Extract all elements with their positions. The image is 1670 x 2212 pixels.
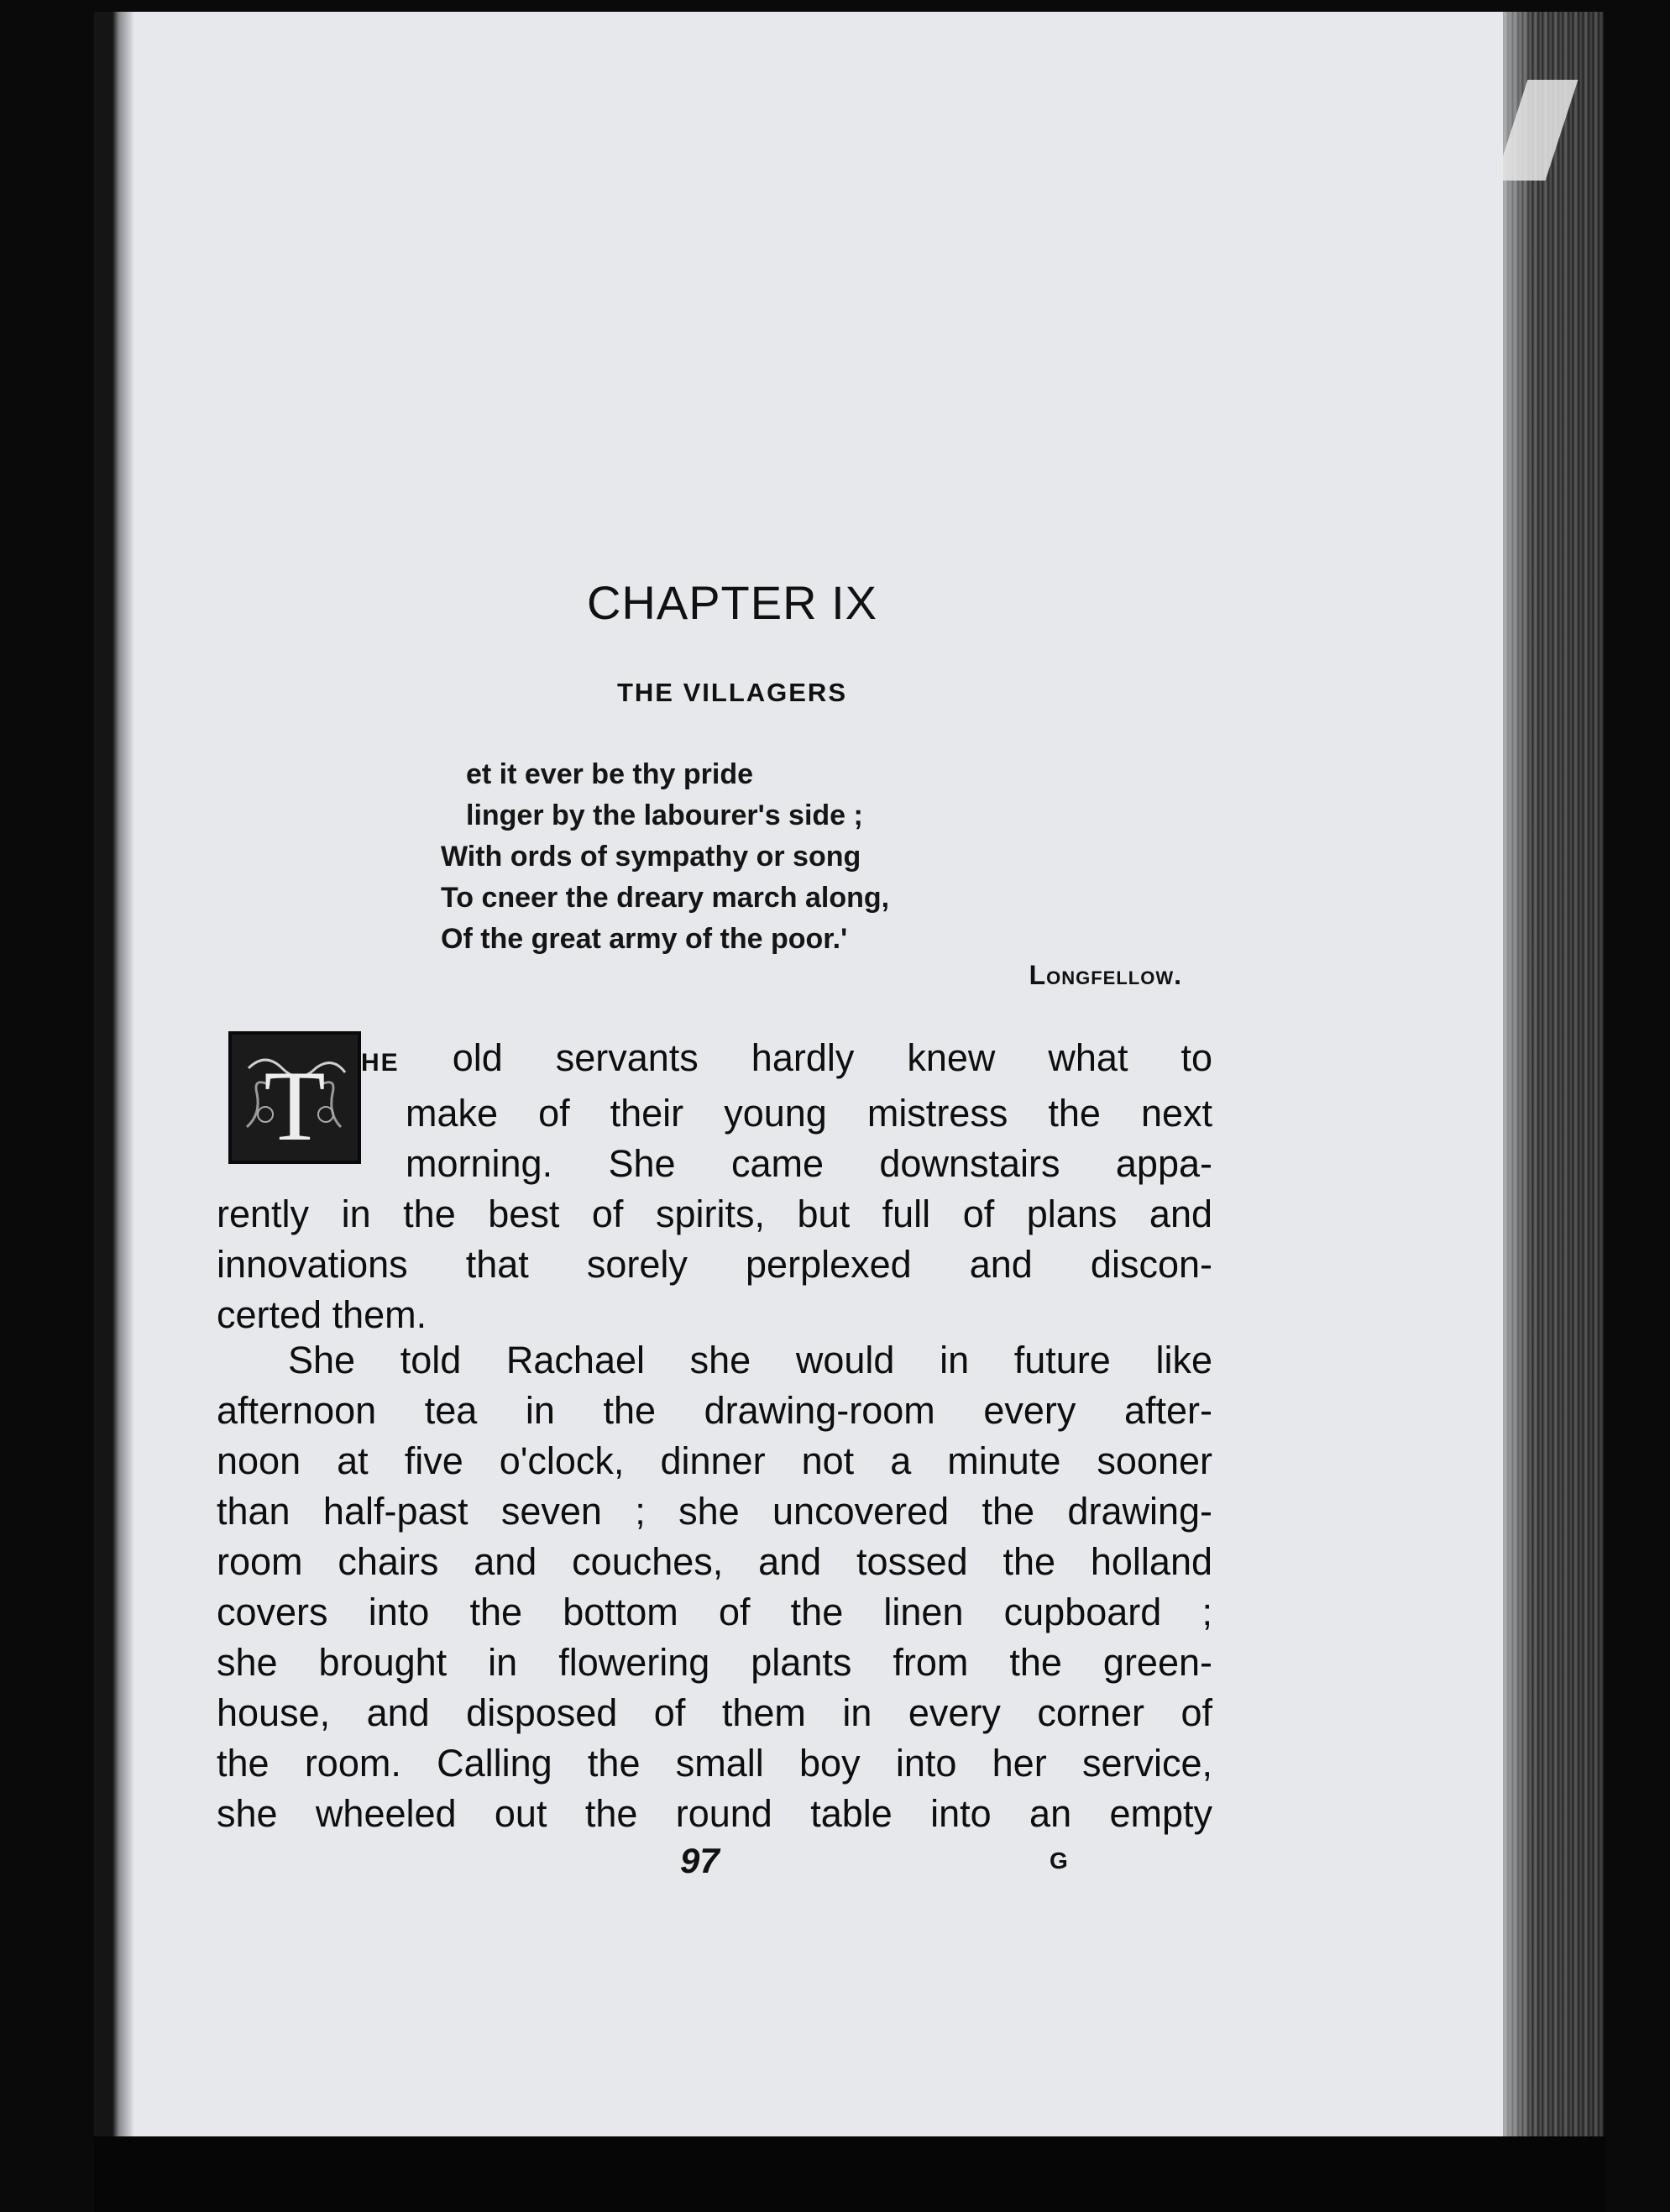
- text-line-rest: old servants hardly knew what to: [452, 1036, 1212, 1079]
- text-line: morning. She came downstairs appa-: [406, 1142, 1212, 1185]
- epigraph-line: Of the great army of the poor.': [441, 923, 848, 955]
- epigraph-line: With ords of sympathy or song: [441, 841, 861, 873]
- epigraph-line: To cneer the dreary march along,: [441, 882, 890, 914]
- paragraph-1: [217, 1033, 1212, 1340]
- text-line: [217, 1033, 1212, 1088]
- epigraph-attribution: Longfellow.: [1029, 960, 1182, 990]
- text-line: than half-past seven ; she uncovered the drawing-: [217, 1490, 1212, 1533]
- text-line: make of their young mistress the next: [406, 1092, 1212, 1135]
- page-number: 97: [680, 1841, 720, 1880]
- paragraph-2: [217, 1335, 1212, 1839]
- text-line: she brought in flowering plants from the green-: [217, 1641, 1212, 1684]
- text-line: house, and disposed of them in every corner of: [217, 1691, 1212, 1734]
- epigraph-line: linger by the labourer's side ;: [466, 799, 863, 831]
- text-line: afternoon tea in the drawing-room every after-: [217, 1389, 1212, 1432]
- epigraph-line: et it ever be thy pride: [466, 758, 753, 790]
- text-line: the room. Calling the small boy into her service,: [217, 1742, 1212, 1785]
- text-line: rently in the best of spirits, but full of plans and: [217, 1192, 1212, 1235]
- text-line: certed them.: [217, 1293, 427, 1336]
- text-line: she wheeled out the round table into an empty: [217, 1792, 1212, 1835]
- page-gutter-shadow: [94, 12, 134, 2136]
- signature-mark: G: [1050, 1848, 1068, 1874]
- scan-bottom-shadow: [94, 2136, 1605, 2212]
- text-line: covers into the bottom of the linen cupboard ;: [217, 1591, 1212, 1633]
- chapter-subtitle: THE VILLAGERS: [616, 678, 847, 707]
- text-line: room chairs and couches, and tossed the holland: [217, 1540, 1212, 1583]
- text-line: She told Rachael she would in future like: [288, 1339, 1212, 1381]
- text-line: innovations that sorely perplexed and discon-: [217, 1243, 1212, 1286]
- page-edges: [1503, 12, 1604, 2136]
- epigraph: [441, 754, 1180, 960]
- svg-text:T: T: [264, 1050, 326, 1161]
- chapter-title: CHAPTER IX: [586, 576, 878, 629]
- text-line-lead: HE: [361, 1049, 400, 1077]
- text-line: noon at five o'clock, dinner not a minute sooner: [217, 1439, 1212, 1482]
